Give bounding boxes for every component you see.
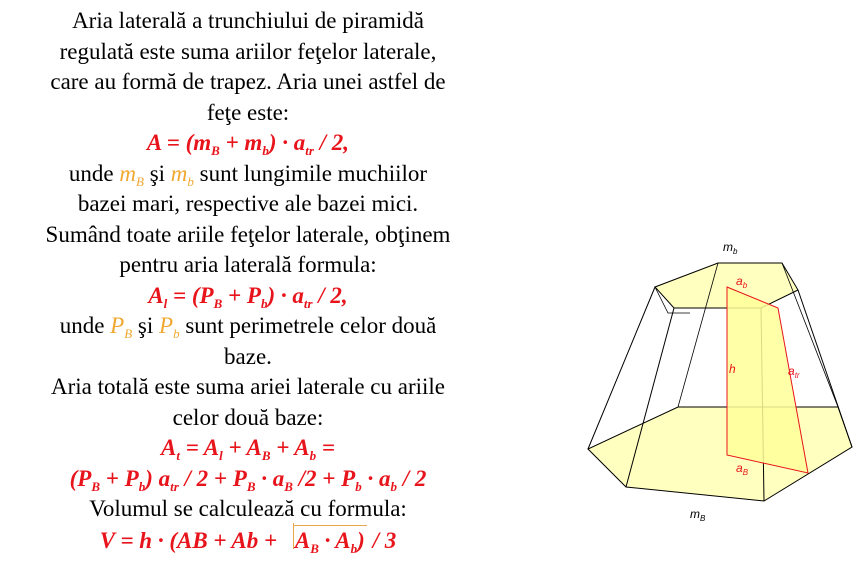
text-line: Volumul se calculează cu formula: xyxy=(89,496,407,521)
text-line: celor două baze: xyxy=(172,404,324,430)
volume-formula: $V = h \cdot (AB + Ab + A_B \cdot A_b) / 3$ xyxy=(0,525,496,557)
text-line: Sumând toate ariile feţelor laterale, obţinem xyxy=(45,221,451,247)
label-aB: $a_B$ xyxy=(736,461,749,477)
lateral-area-formula: $A_l = (P_B + P_b) \cdot a_{tr} / 2$, xyxy=(148,282,348,311)
square-root: $A_B \cdot A_b$) xyxy=(283,525,367,557)
text-line: bazei mari, respective ale bazei mici. xyxy=(77,191,419,216)
text-line: regulată este suma ariilor feţelor laterale, xyxy=(59,38,437,64)
label-h: h xyxy=(729,362,736,376)
total-area-formula: $A_t = A_l + A_B + A_b$ = xyxy=(161,435,335,463)
label-mB-bottom: $m_B$ xyxy=(690,507,706,523)
text-line: Aria laterală a trunchiului de piramidă xyxy=(72,8,424,33)
bottom-base xyxy=(588,407,852,501)
total-area-expanded-formula: $(P_B + P_b)$ $a_{tr} / 2 + P_B \cdot a_B$ $/2 + P_b \cdot a_b / 2$ xyxy=(69,465,427,494)
frustum-diagram xyxy=(580,235,857,535)
text-line: unde $P_B$ şi $P_b$ sunt perimetrele celor două xyxy=(59,313,437,341)
apothem-section xyxy=(727,287,808,473)
text-line: unde $m_B$ şi $m_b$ sunt lungimile muchiilor xyxy=(68,160,428,189)
text-line: feţe este: xyxy=(206,99,290,125)
face-area-formula: $A = (m_B + m_b) \cdot a_{tr} / 2$, xyxy=(146,130,350,158)
label-mb-top: $m_b$ xyxy=(723,240,738,256)
label-ab: $a_b$ xyxy=(736,274,748,290)
text-line: pentru aria laterală formula: xyxy=(119,252,377,277)
text-line: care au formă de trapez. Aria unei astfel de xyxy=(50,69,446,94)
text-line: Aria totală este suma ariei laterale cu ariile xyxy=(51,374,445,399)
label-atr: $a_{tr}$ xyxy=(788,364,800,380)
text-line: baze. xyxy=(224,343,272,369)
frustum-figure xyxy=(580,235,857,535)
explanation-text xyxy=(0,6,496,556)
